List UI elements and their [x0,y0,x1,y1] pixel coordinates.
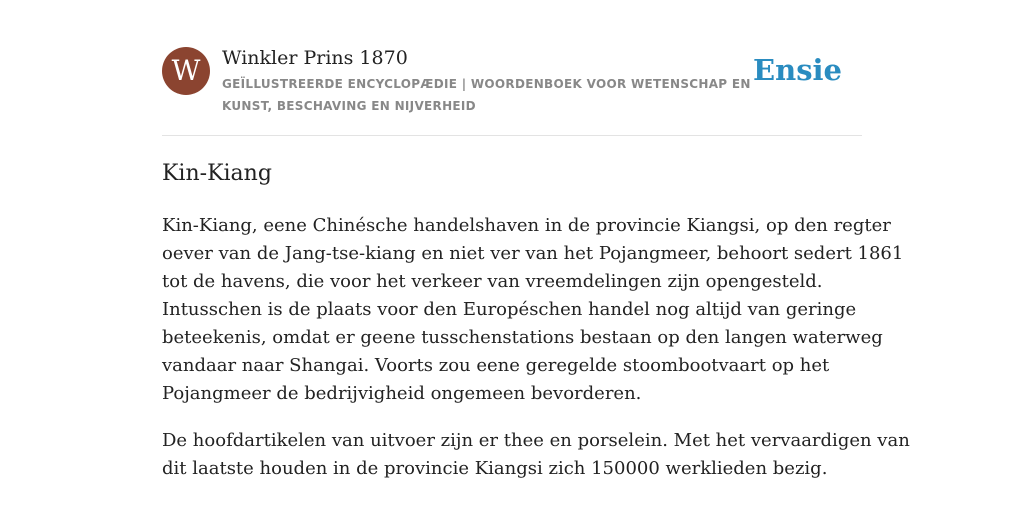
paragraph-line: beteekenis, omdat er geene tusschenstations bestaan op den langen waterweg [162,327,883,348]
source-header [162,44,862,136]
source-title[interactable]: Winkler Prins 1870 [222,47,408,69]
paragraph-line: tot de havens, die voor het verkeer van vreemdelingen zijn opengesteld. [162,271,823,292]
paragraph-line: De hoofdartikelen van uitvoer zijn er thee en porselein. Met het vervaardigen van [162,430,910,451]
article-body [162,212,910,502]
source-subtitle [222,73,762,117]
ensie-logo-link[interactable]: Ensie [753,53,842,87]
article-paragraph [162,212,904,408]
paragraph-line: dit laatste houden in de provincie Kiangsi zich 150000 werklieden bezig. [162,458,828,479]
article-title: Kin-Kiang [162,161,272,186]
source-avatar[interactable]: W [162,47,210,95]
paragraph-line: vandaar naar Shangai. Voorts zou eene geregelde stoombootvaart op het [162,355,830,376]
source-subtitle-line: GEÏLLUSTREERDE ENCYCLOPÆDIE | WOORDENBOEK VOOR WETENSCHAP EN [222,77,751,91]
source-subtitle-line: KUNST, BESCHAVING EN NIJVERHEID [222,99,476,113]
paragraph-line: Kin-Kiang, eene Chinésche handelshaven in de provincie Kiangsi, op den regter [162,215,891,236]
paragraph-line: oever van de Jang-tse-kiang en niet ver van het Pojangmeer, behoort sedert 1861 [162,243,904,264]
article-paragraph [162,427,910,483]
header-divider [162,135,862,136]
paragraph-line: Intusschen is de plaats voor den Européschen handel nog altijd van geringe [162,299,857,320]
paragraph-line: Pojangmeer de bedrijvigheid ongemeen bevorderen. [162,383,642,404]
